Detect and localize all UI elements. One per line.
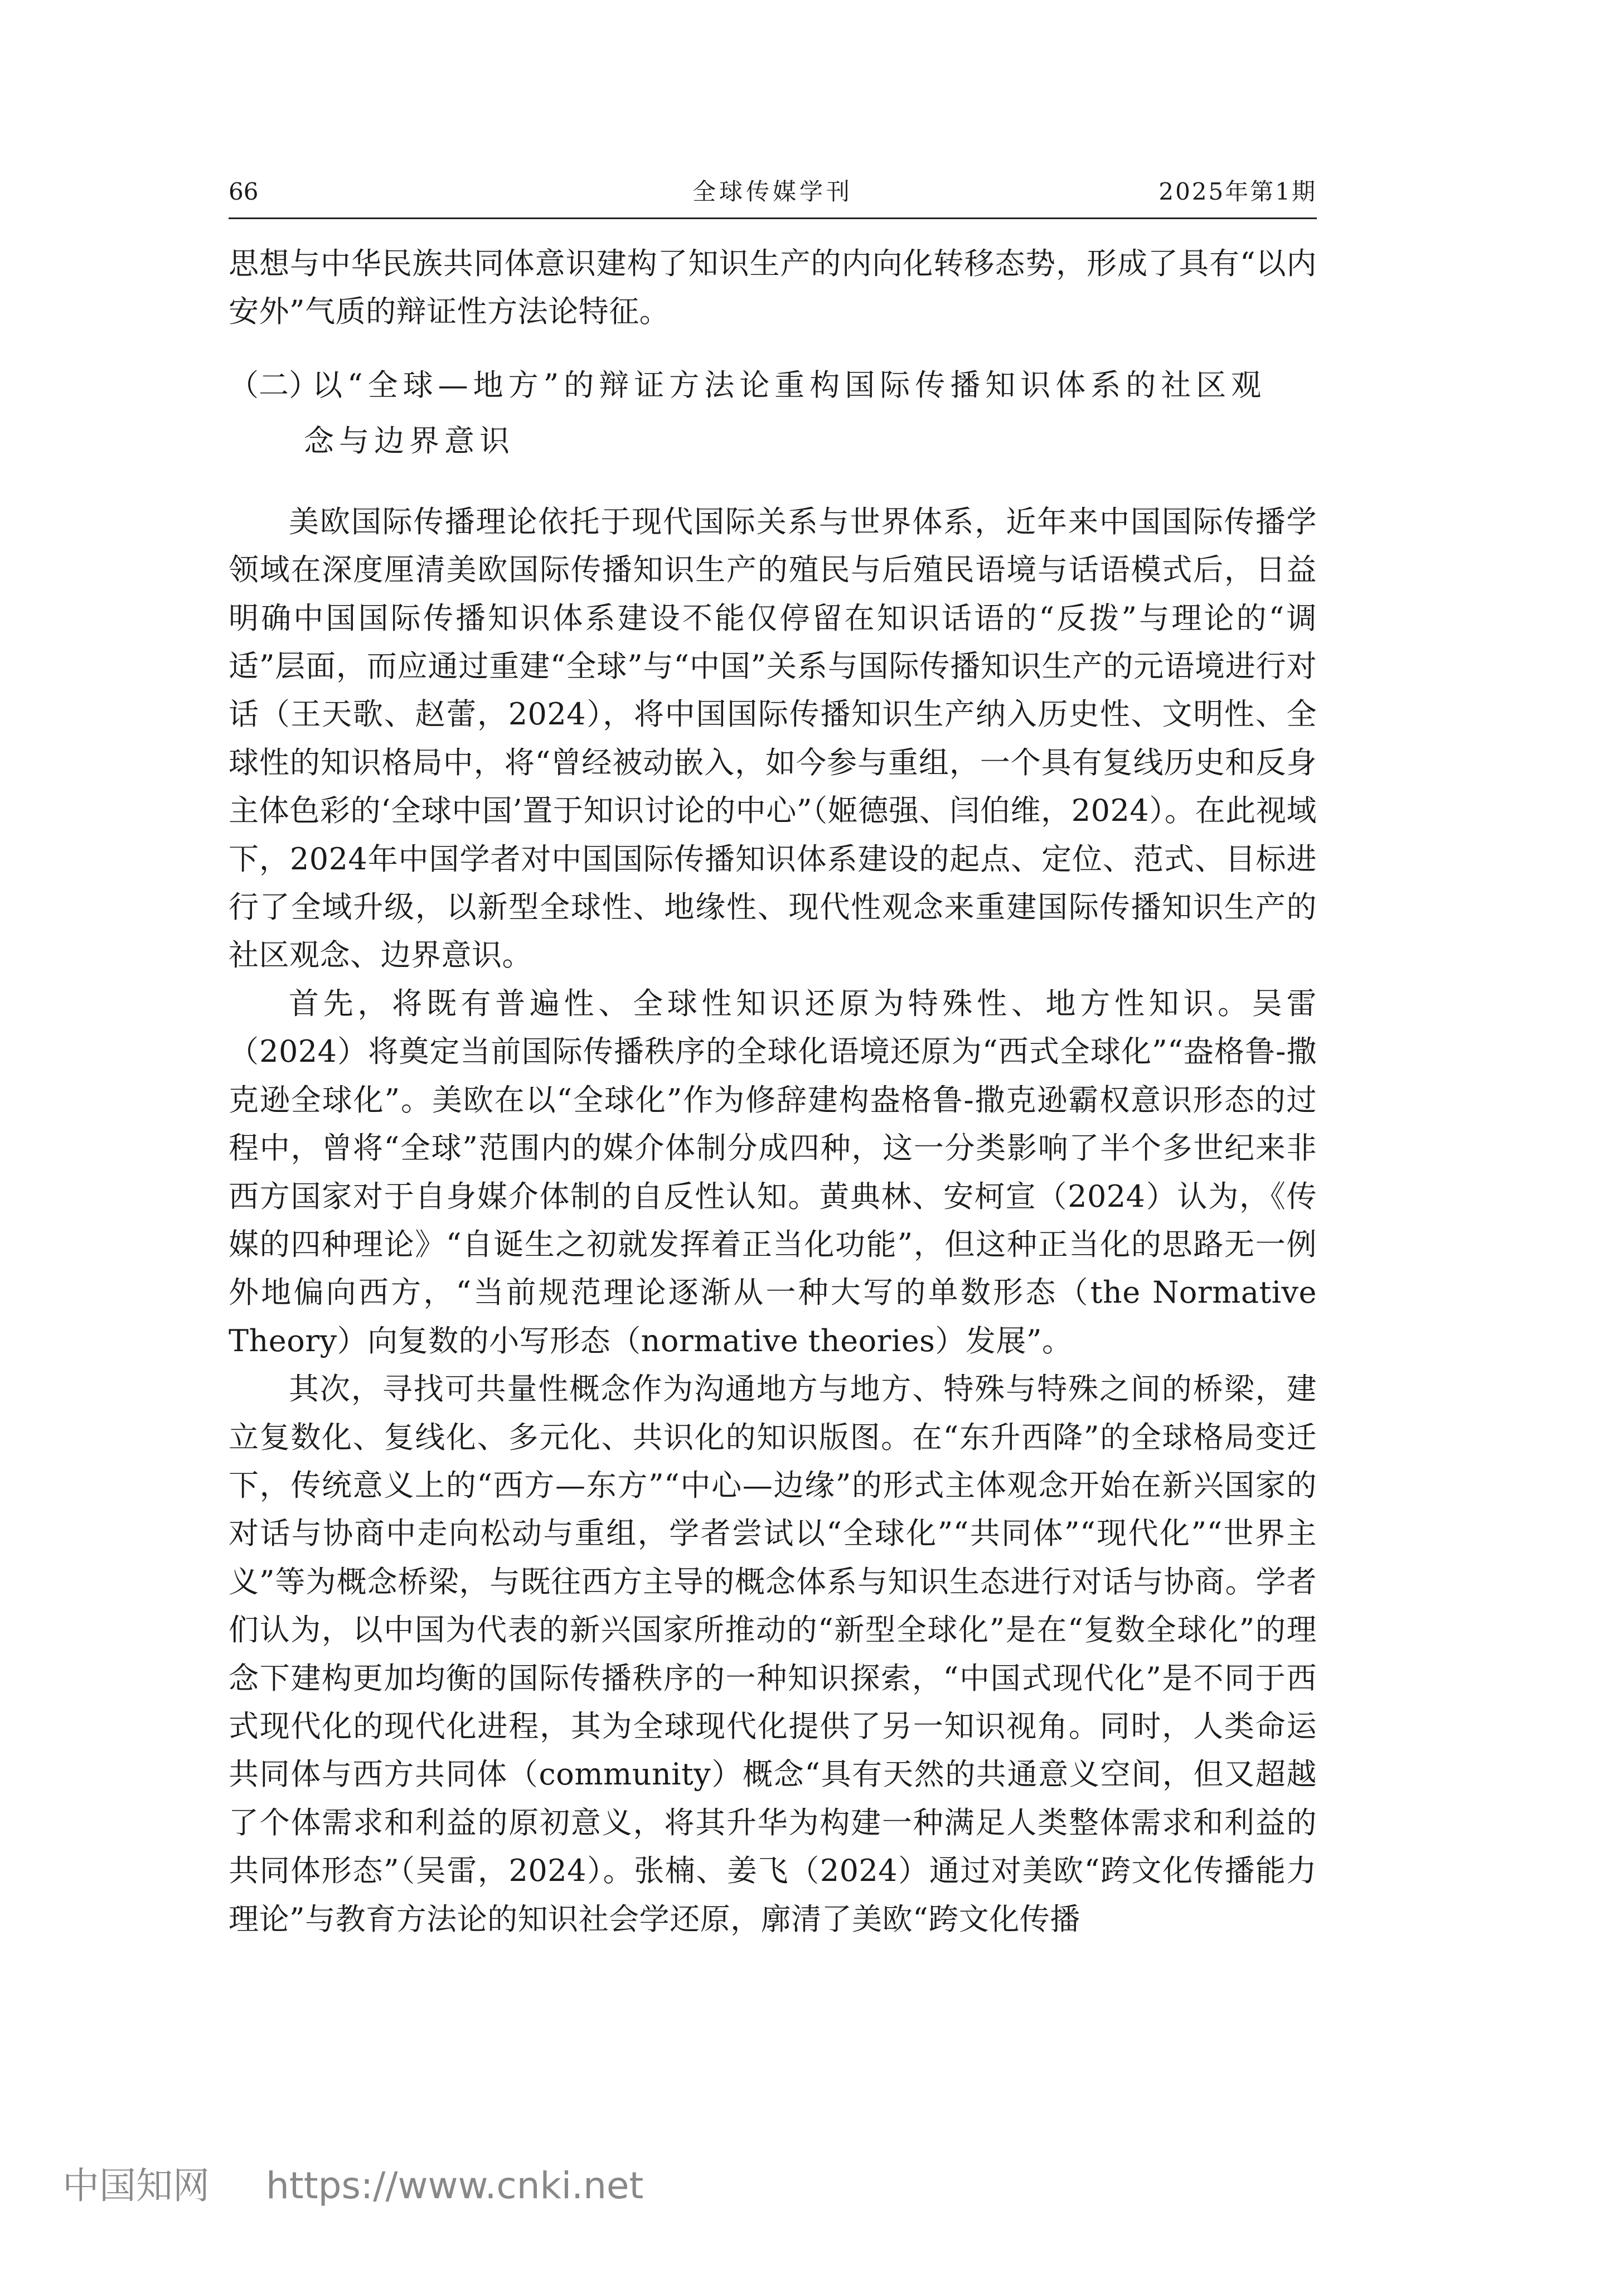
cnki-url: https://www.cnki.net xyxy=(265,2164,644,2207)
issue-label: 2025年第1期 xyxy=(1158,178,1317,205)
section-number: （二） xyxy=(229,367,319,403)
body-paragraph: 首先，将既有普遍性、全球性知识还原为特殊性、地方性知识。吴雷（2024）将奠定当前国际传播秩序的全球化语境还原为“西式全球化”“盎格鲁-撒克逊全球化”。美欧在以“全球化”作为修辞建构盎格鲁-撒克逊霸权意识形态的过程中，曾将“全球”范围内的媒介体制分成四种，这一分类影响了半个多世纪来非西方国家对于自身媒介体制的自反性认知。黄典林、安柯宣（2024）认为，《传媒的四种理论》“自诞生之初就发挥着正当化功能”，但这种正当化的思路无一例外地偏向西方，“当前规范理论逐渐从一种大写的单数形态（the Normative Theory）向复数的小写形态（normative theories）发展”。 xyxy=(229,985,1317,1358)
article-body xyxy=(229,240,1317,1943)
section-heading xyxy=(229,357,1317,469)
header-rule xyxy=(229,217,1317,219)
body-paragraph: 美欧国际传播理论依托于现代国际关系与世界体系，近年来中国国际传播学领域在深度厘清美欧国际传播知识生产的殖民与后殖民语境与话语模式后，日益明确中国国际传播知识体系建设不能仅停留在知识话语的“反拨”与理论的“调适”层面，而应通过重建“全球”与“中国”关系与国际传播知识生产的元语境进行对话（王天歌、赵蕾，2024），将中国国际传播知识生产纳入历史性、文明性、全球性的知识格局中，将“曾经被动嵌入，如今参与重组，一个具有复线历史和反身主体色彩的‘全球中国’置于知识讨论的中心”（姬德强、闫伯维，2024）。在此视域下，2024年中国学者对中国国际传播知识体系建设的起点、定位、范式、目标进行了全域升级，以新型全球性、地缘性、现代性观念来重建国际传播知识生产的社区观念、边界意识。 xyxy=(229,504,1317,973)
running-header xyxy=(229,175,1317,209)
journal-title: 全球传媒学刊 xyxy=(692,178,853,205)
section-title-line-1: 以“全球—地方”的辩证方法论重构国际传播知识体系的社区观 xyxy=(312,367,1267,403)
page-number: 66 xyxy=(229,178,259,205)
cnki-watermark xyxy=(62,2158,643,2214)
body-paragraph: 其次，寻找可共量性概念作为沟通地方与地方、特殊与特殊之间的桥梁，建立复数化、复线化、多元化、共识化的知识版图。在“东升西降”的全球格局变迁下，传统意义上的“西方—东方”“中心—边缘”的形式主体观念开始在新兴国家的对话与协商中走向松动与重组，学者尝试以“全球化”“共同体”“现代化”“世界主义”等为概念桥梁，与既往西方主导的概念体系与知识生态进行对话与协商。学者们认为，以中国为代表的新兴国家所推动的“新型全球化”是在“复数全球化”的理念下建构更加均衡的国际传播秩序的一种知识探索，“中国式现代化”是不同于西式现代化的现代化进程，其为全球现代化提供了另一知识视角。同时，人类命运共同体与西方共同体（community）概念“具有天然的共通意义空间，但又超越了个体需求和利益的原初意义，将其升华为构建一种满足人类整体需求和利益的共同体形态”（吴雷，2024）。张楠、姜飞（2024）通过对美欧“跨文化传播能力理论”与教育方法论的知识社会学还原，廓清了美欧“跨文化传播 xyxy=(229,1371,1317,1937)
section-title-line-2: 念与边界意识 xyxy=(304,423,515,458)
cnki-brand: 中国知网 xyxy=(62,2164,210,2207)
continued-paragraph: 思想与中华民族共同体意识建构了知识生产的内向化转移态势，形成了具有“以内安外”气质的辩证性方法论特征。 xyxy=(229,246,1317,330)
